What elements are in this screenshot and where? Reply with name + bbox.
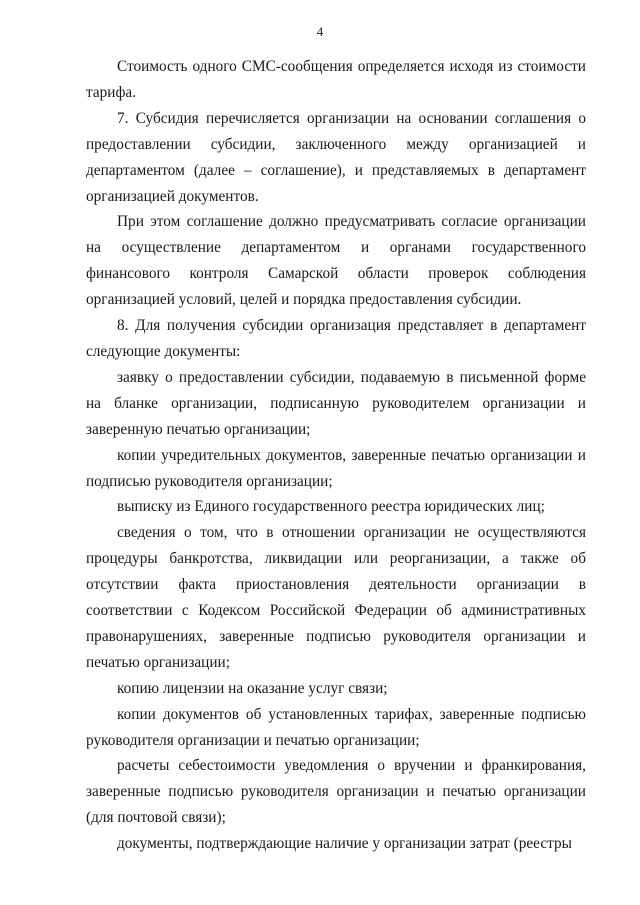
paragraph-bankruptcy-info: сведения о том, что в отношении организации не осуществляются процедуры банкротства, ликвидации или реорганизации, а также об отсутствии факта приостановления деятельности организации в соответствии с Кодексом Российской Федерации об административных правонарушениях, заверенные подписью руководителя организации и печатью организации; [86, 524, 586, 671]
page-number: 4 [316, 24, 324, 39]
paragraph-founding-docs: копии учредительных документов, заверенные печатью организации и подписью руководителя организации; [86, 446, 586, 490]
paragraph-item-7: 7. Субсидия перечисляется организации на основании соглашения о предоставлении субсидии, заключенного между организацией и департаментом (далее – соглашение), и представляемых в департамент организацией документов. [86, 109, 586, 205]
paragraph-expense-docs: документы, подтверждающие наличие у организации затрат (реестры [117, 835, 572, 853]
document-body [86, 54, 586, 857]
paragraph-cost-calculations: расчеты себестоимости уведомления о вручении и франкирования, заверенные подписью руководителя организации и печатью организации (для почтовой связи); [86, 757, 586, 827]
paragraph-application: заявку о предоставлении субсидии, подаваемую в письменной форме на бланке организации, подписанную руководителем организации и заверенную печатью организации; [86, 368, 586, 438]
paragraph-sms-cost: Стоимость одного СМС-сообщения определяется исходя из стоимости тарифа. [86, 58, 586, 101]
paragraph-tariff-docs: копии документов об установленных тарифах, заверенные подписью руководителя организации и печатью организации; [86, 705, 586, 749]
paragraph-item-8: 8. Для получения субсидии организация представляет в департамент следующие документы: [86, 317, 586, 360]
paragraph-registry-extract: выписку из Единого государственного реестра юридических лиц; [117, 498, 545, 516]
paragraph-agreement-consent: При этом соглашение должно предусматривать согласие организации на осуществление департаментом и органами государственного финансового контроля Самарской области проверок соблюдения организацией условий, целей и порядка предоставления субсидии. [86, 213, 586, 309]
paragraph-license-copy: копию лицензии на оказание услуг связи; [117, 679, 388, 697]
